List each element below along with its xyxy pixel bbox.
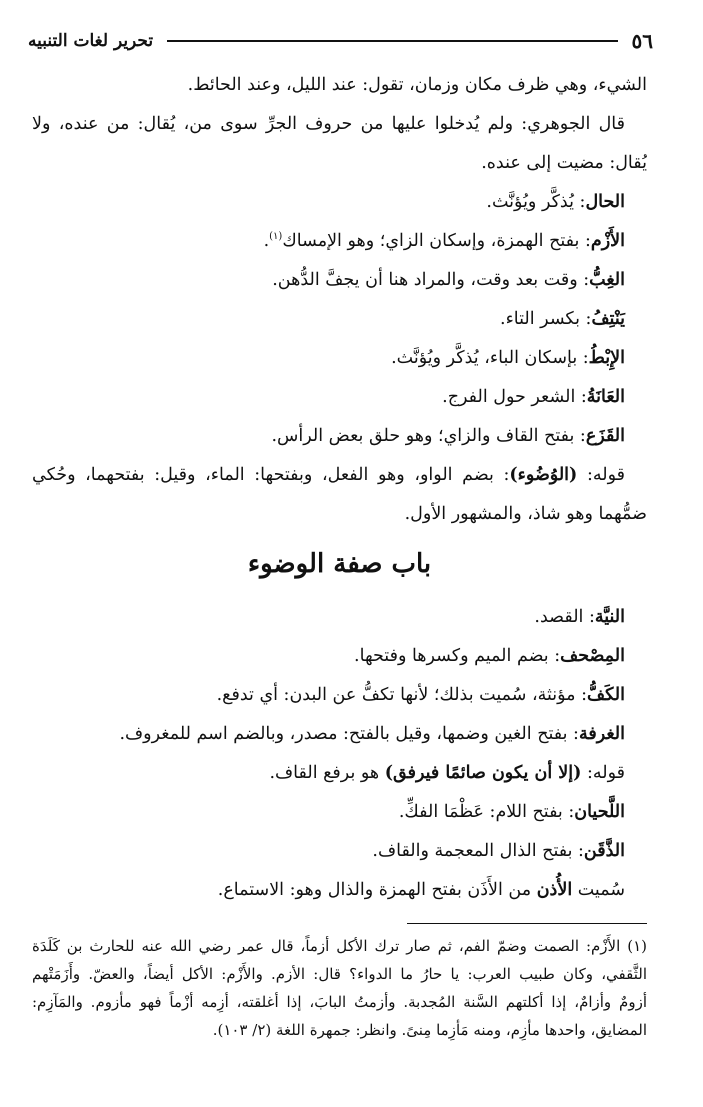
main-text (32, 66, 647, 910)
entry-term: النيَّة (594, 607, 625, 627)
entry-term: العَانَةُ (586, 387, 625, 407)
section-title: باب صفة الوضوء (247, 549, 432, 579)
entry-definition: : بفتح القاف والزاي؛ وهو حلق بعض الرأس. (271, 426, 586, 446)
note-text: من الأَذَن بفتح الهمزة والذال وهو: الاستماع. (217, 880, 537, 900)
entry-term: القَزَع (585, 426, 625, 446)
entry-line (32, 793, 647, 832)
entry-line (32, 300, 647, 339)
entry-definition: : بكسر التاء. (500, 309, 592, 329)
entry-term: الإِبْطُ (588, 348, 625, 368)
entry-line (32, 832, 647, 871)
entry-term: الغرفة (578, 724, 625, 744)
entry-term: الذَّقَن (583, 841, 625, 861)
entry-definition: : بإسكان الباء، يُذكَّر ويُؤنَّث. (391, 348, 589, 368)
entry-term: المِصْحف (560, 646, 625, 666)
entry-line (32, 598, 647, 637)
entry-line (32, 339, 647, 378)
footnote-line: (١) الأَزْم: الصمت وضمّ الفم، ثم صار ترك الأكل أزماً، قال عمر رضي الله عنه للحارث بن كَلَدَة (32, 937, 647, 955)
entry-definition: : بفتح الذال المعجمة والقاف. (372, 841, 584, 861)
note-term: الأُذن (536, 880, 573, 900)
note-text: هو برفع القاف. (269, 763, 385, 783)
note-text: : بضم الواو، وهو الفعل، وبفتحها: الماء، وقيل: بفتحهما، وحُكي (32, 465, 510, 485)
entry-definition: : وقت بعد وقت، والمراد هنا أن يجفَّ الدُّهن. (272, 270, 590, 290)
entry-line (32, 676, 647, 715)
entry-term: اللَّحيان (574, 802, 625, 822)
footnote-marker: (١) (269, 231, 283, 243)
page-number: ٥٦ (631, 29, 653, 53)
entry-definition: : القصد. (534, 607, 595, 627)
header-rule (167, 40, 617, 42)
footnote-line: أزومٌ وأزامٌ، إذا أكلتهم السَّنة المُجدبة. وأزمتُ البابَ، إذا أغلقته، أزِمه أزْماً فهو مأزوم. والمَآزِم: (32, 993, 647, 1011)
note-term: (إلا أن يكون صائمًا فيرفق) (384, 763, 582, 783)
entry-definition: : بفتح الهمزة، وإسكان الزاي؛ وهو الإمساك (282, 231, 591, 251)
page-header (28, 28, 653, 54)
entry-line (32, 261, 647, 300)
text-line: قال الجوهري: ولم يُدخلوا عليها من حروف الجرِّ سوى من، يُقال: من عنده، ولا (32, 114, 625, 134)
entry-definition: : بضم الميم وكسرها وفتحها. (354, 646, 561, 666)
footnote-line: المضايق، واحدها مأزِم، ومنه مَأزِما مِنىً. وانظر: جمهرة اللغة (٢/ ١٠٣). (212, 1021, 647, 1039)
entry-line (32, 183, 647, 222)
fariq-note-line (32, 754, 647, 793)
entry-term: الغِبُّ (589, 270, 625, 290)
udhun-note-line (32, 871, 647, 910)
entry-line (32, 222, 647, 261)
footnotes (32, 932, 647, 1044)
text-line: يُقال: مضيت إلى عنده. (481, 153, 647, 173)
running-title: تحرير لغات التنبيه (28, 31, 154, 51)
note-term: (الوُضُوء) (509, 465, 578, 485)
entry-definition: : بفتح الغين وضمها، وقيل بالفتح: مصدر، وبالضم اسم للمغروف. (119, 724, 579, 744)
note-prefix: قوله: (577, 465, 625, 485)
entry-term: الكَفُّ (587, 685, 625, 705)
footnote-line: الثَّقفي، وكان طبيب العرب: يا حارُ ما الدواء؟ قال: الأزم. والأَزْم: الأكل أيضاً، والعضّ. وأَزَمَتْهم (32, 965, 647, 983)
entry-term: الحال (585, 192, 625, 212)
footnote-separator (407, 923, 647, 924)
note-prefix: قوله: (581, 763, 625, 783)
wudu-note-line-1 (32, 456, 647, 495)
entry-definition: : يُذكَّر ويُؤنَّث. (486, 192, 586, 212)
entry-definition: : مؤنثة، سُميت بذلك؛ لأنها تكفُّ عن البدن: أي تدفع. (216, 685, 588, 705)
entry-term: الأَزْم (590, 231, 625, 251)
entry-tail: . (263, 231, 270, 251)
entry-line (32, 637, 647, 676)
entry-line (32, 378, 647, 417)
entry-term: يَنْتِفُ (591, 309, 625, 329)
entry-line (32, 715, 647, 754)
entry-line (32, 417, 647, 456)
entry-definition: : بفتح اللام: عَظْمَا الفكِّ. (398, 802, 575, 822)
wudu-note-line-2: ضمُّهما وهو شاذ، والمشهور الأول. (404, 504, 647, 524)
entry-definition: : الشعر حول الفرج. (442, 387, 587, 407)
note-prefix: سُميت (572, 880, 625, 900)
text-line: الشيء، وهي ظرف مكان وزمان، تقول: عند الليل، وعند الحائط. (187, 75, 647, 95)
